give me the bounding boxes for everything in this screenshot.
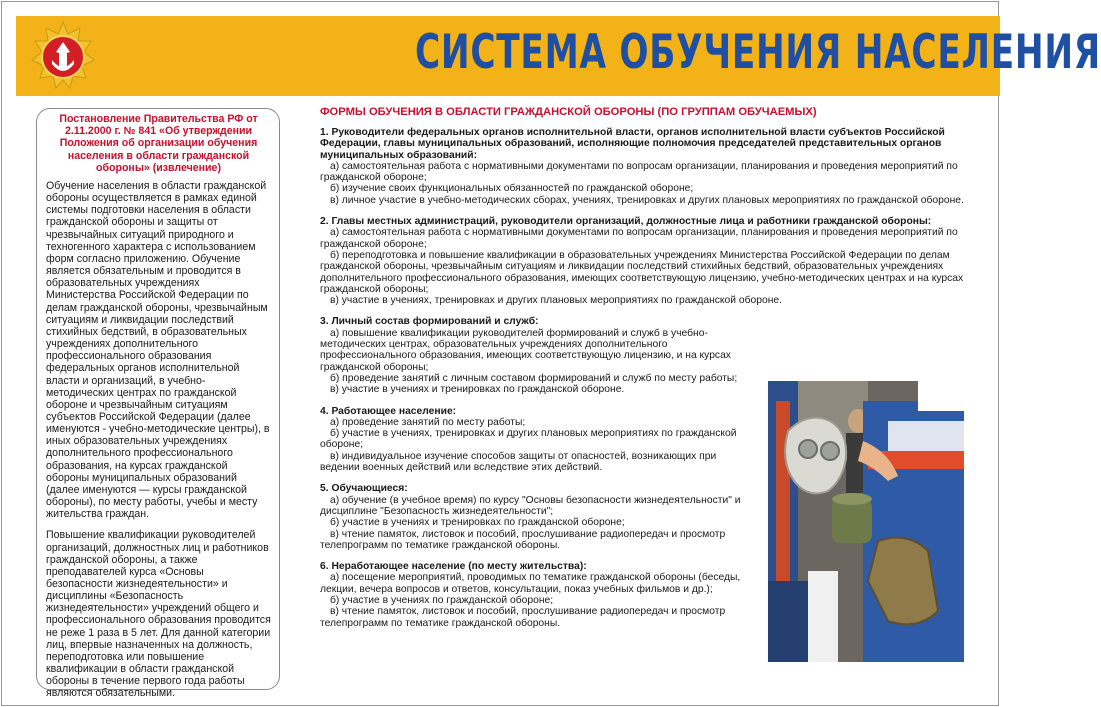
section-title: ФОРМЫ ОБУЧЕНИЯ В ОБЛАСТИ ГРАЖДАНСКОЙ ОБОРОНЫ (ПО ГРУППАМ ОБУЧАЕМЫХ) [320, 106, 817, 118]
group-item: б) участие в учениях по гражданской обороне; [330, 594, 554, 606]
group-item: а) посещение мероприятий, проводимых по тематике гражданской обороны (беседы, лекции, вечера вопросов и ответов, консультации, показ учебных фильмов и др.); [320, 572, 741, 595]
training-group [320, 406, 758, 474]
group-item: в) чтение памяток, листовок и пособий, прослушивание радиопередач и просмотр телепрограмм по тематике гражданской обороны. [320, 606, 726, 629]
page-title: СИСТЕМА ОБУЧЕНИЯ НАСЕЛЕНИЯ [415, 25, 1101, 80]
gas-mask-training-photo-icon [768, 381, 964, 662]
group-item: б) проведение занятий с личным составом формирований и служб по месту работы; [330, 372, 738, 384]
group-item: в) личное участие в учебно-методических сборах, учениях, тренировках и других плановых мероприятиях по гражданской обороне. [330, 194, 964, 206]
group-item: в) индивидуальное изучение способов защиты от опасностей, возникающих при ведении военных действий или вследствие этих действий. [320, 450, 717, 474]
training-group [320, 483, 758, 551]
group-item: в) участие в учениях и тренировках по гражданской обороне. [330, 384, 625, 396]
group-item: а) проведение занятий по месту работы; [330, 416, 526, 428]
training-group [320, 561, 758, 629]
group-item: б) участие в учениях и тренировках по гражданской обороне; [330, 517, 625, 529]
training-group [320, 316, 758, 395]
group-heading: 5. Обучающиеся: [320, 483, 408, 495]
group-item: а) самостоятельная работа с нормативными документами по вопросам организации, планирования и проведения мероприятий по гражданской обороне; [320, 160, 958, 184]
group-item: в) чтение памяток, листовок и пособий, прослушивание радиопередач и просмотр телепрограмм по тематике гражданской обороны. [320, 528, 726, 551]
decree-title: Постановление Правительства РФ от 2.11.2000 г. № 841 «Об утверждении Положения об организации обучения населения в области гражданской обороны» (извлечение) [59, 113, 258, 174]
group-item: а) обучение (в учебное время) по курсу "Основы безопасности жизнедеятельности" и дисциплине "Безопасность жизнедеятельности"; [320, 494, 741, 517]
civil-defense-emblem-icon [30, 20, 96, 92]
group-heading: 3. Личный состав формирований и служб: [320, 316, 539, 328]
group-item: б) переподготовка и повышение квалификации в образовательных учреждениях Министерства Российской Федерации по делам гражданской обороны, чрезвычайным ситуациям и ликвидации последствий стихийных бедствий, образовательных учреждениях дополнительного профессионального образования, имеющих соответствующую лицензию, учебно-методических центрах и на курсах гражданской обороны; [320, 249, 964, 295]
group-item: б) участие в учениях, тренировках и других плановых мероприятиях по гражданской обороне; [320, 428, 737, 451]
decree-paragraph-1: Обучение населения в области гражданской обороны осуществляется в рамках единой системы подготовки населения в области гражданской обороны и защиты от чрезвычайных ситуаций природного и техногенного характера с использованием форм согласно приложению. Обучение является обязательным и проводится в образовательных учреждениях Министерства Российской Федерации по делам гражданской обороны, чрезвычайным ситуациям и ликвидации последствий стихийных бедствий, в образовательных учреждениях дополнительного профессионального образования федеральных органов исполнительной власти и организаций, в учебно-методических центрах по гражданской обороне и чрезвычайным ситуациям субъектов Российской Федерации (далее именуются - учебно-методические центры), в иных образовательных учреждениях дополнительного профессионального образования, на курсах гражданской обороны муниципальных образований (далее именуются — курсы гражданской обороны), по месту работы, учебы и месту жительства граждан. [46, 180, 270, 521]
training-group [320, 127, 965, 206]
group-heading: 6. Неработающее население (по месту жительства): [320, 561, 587, 573]
group-heading: 4. Работающее население: [320, 405, 457, 417]
training-group [320, 216, 965, 306]
group-item: а) повышение квалификации руководителей формирований и служб в учебно-методических центрах, образовательных учреждениях дополнительного профессионального образования, имеющих соответствующую лицензию, и на курсах гражданской обороны; [320, 327, 731, 373]
decree-panel [36, 108, 280, 700]
group-item: в) участие в учениях, тренировках и других плановых мероприятиях по гражданской обороне. [330, 295, 782, 307]
group-heading: 1. Руководители федеральных органов исполнительной власти, органов исполнительной власти субъектов Российской Федерации, главы муниципальных образований, исполняющие полномочия председателей представительных органов муниципальных образований: [320, 127, 945, 161]
group-item: б) изучение своих функциональных обязанностей по гражданской обороне; [330, 183, 694, 195]
group-item: а) самостоятельная работа с нормативными документами по вопросам организации, планирования и проведения мероприятий по гражданской обороне; [320, 227, 958, 250]
group-heading: 2. Главы местных администраций, руководители организаций, должностные лица и работники гражданской обороны: [320, 216, 932, 228]
decree-paragraph-2: Повышение квалификации руководителей организаций, должностных лиц и работников гражданской обороны, а также преподавателей курса «Основы безопасности жизнедеятельности» и дисциплины «Безопасность жизнедеятельности» учреждений общего и профессионального образования проводится не реже 1 раза в 5 лет. Для данной категории лиц, впервые назначенных на должность, переподготовка или повышение квалификации в области гражданской обороны в течение первого года работы являются обязательными. [46, 529, 271, 700]
